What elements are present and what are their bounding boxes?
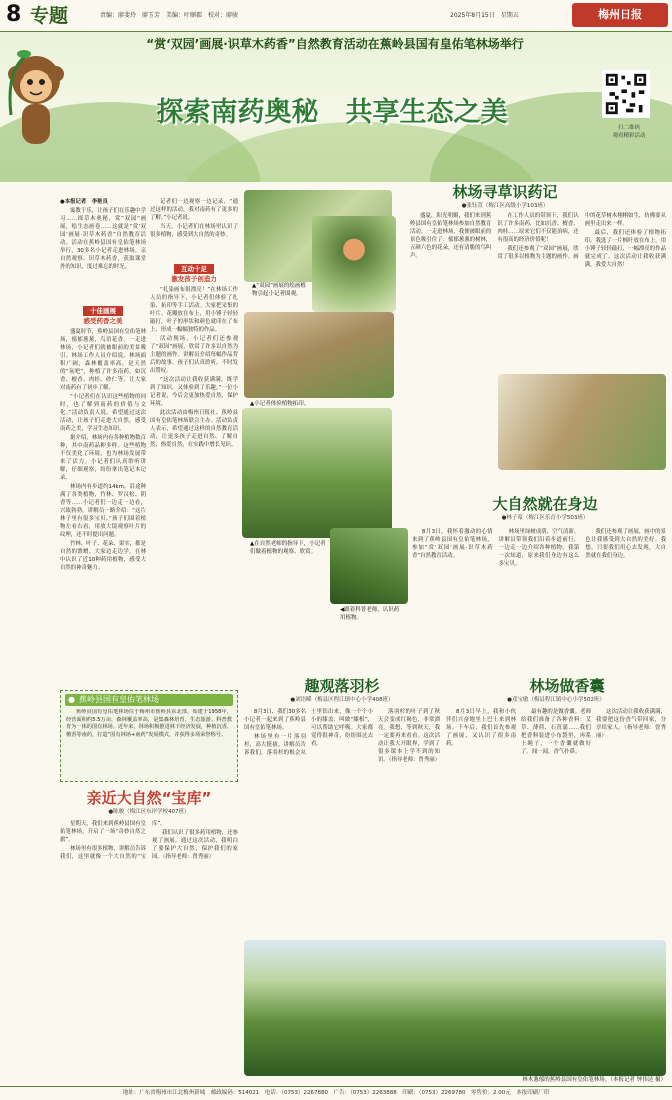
body-paragraph: “这次活动让我收获满满，既学到了知识，又体验到了乐趣。”一位小记者说，今后会更加热爱自然，保护环境。 [150, 377, 238, 407]
body-paragraph: 当天，小记者们在林场里认识了很多植物，感受到大自然的奇妙。 [150, 224, 238, 238]
body-paragraph: 8月3日，我们30多名小记者一起来到了蕉岭县国有皇佑笔林场。 [244, 709, 306, 731]
article-body [412, 528, 666, 672]
qr-code-icon[interactable] [602, 70, 650, 118]
body-paragraph: 林场里有一片落羽杉，高大挺拔。讲解员告诉我们，落羽杉的根会从土里钻出来，像一个个小小的膝盖，叫做“膝根”，可以帮助它呼吸。大家都觉得很神奇，纷纷围过去看。 [244, 709, 373, 756]
location-pin-icon: ● [68, 695, 75, 704]
article-title: 林场寻草识药记 [452, 183, 558, 201]
photo-nature-observation [242, 408, 392, 538]
body-paragraph: 记者们一边观察一边记录，“通过这样的活动，我对南药有了更多的了解。”小记者说。 [150, 199, 238, 221]
farm-badge [65, 694, 233, 706]
body-paragraph: 此次活动由梅州日报社、蕉岭县国有皇佑笔林场联合主办。活动负责人表示，希望通过这样的自然教育活动，让更多孩子走进自然、了解自然、热爱自然，在实践中增长见识。 [150, 410, 238, 448]
photo-forest-panorama [244, 940, 666, 1076]
farm-info-text: 蕉岭县国有皇佑笔林场位于梅州市蕉岭县东北部，始建于1958年，经营面积约5.5万亩，森林覆盖率高，是集森林培育、生态旅游、科普教育为一体的国有林场。近年来，林场积极推进林下经济发展，种植沉香、檀香等南药，打造“国有林场+南药”发展模式，并获得多项荣誉称号。 [66, 709, 233, 738]
banner-subtitle: “赏‘双园’画展·识草木药香”自然教育活动在蕉岭县国有皇佑笔林场举行 [146, 37, 524, 51]
article-title: 大自然就在身边 [492, 495, 598, 513]
lead-paragraph: 寓教于乐，让孩子们在乐趣中学习……探草木奥秘，赏“双园”画展，绘生态画卷……这就是“赏‘双园’画展·识草木药香”自然教育活动。活动在蕉岭县国有皇佑笔林场举行，30多名小记者走进林场，亲自然观察、识草木药香，获取课堂外的知识，度过难忘的时光。 [60, 208, 146, 270]
body-paragraph: 据介绍，林场内有各种植物数百种，其中南药品种多样。这些植物不仅美化了环境，也为林场发展带来了活力。小记者们认真聆听讲解，仔细观察，纷纷拿出笔记本记录。 [60, 435, 146, 481]
body-paragraph: 落羽杉的叶子到了秋天会变成红褐色，非常漂亮。我想，等到秋天，我一定要再来看看。这次活动让我大开眼界，学到了很多课本上学不到的知识。（指导老师：曾秀丽） [378, 709, 440, 763]
body-paragraph: 盛夏时节，蕉岭县国有皇佑笔林场，郁郁葱葱，鸟语花香。一走进林场，小记者们就被眼前的美景吸引。林场工作人员介绍说，林场面积广阔，森林覆盖率高，是天然的“氧吧”，种植了许多南药，如沉香、檀香、肉桂、砂仁等，让大家对南药有了初步了解。 [60, 329, 146, 391]
page-number: 8 [6, 2, 22, 27]
banner-main-title: 探索南药奥秘 共享生态之美 [156, 97, 508, 128]
page-header [0, 0, 672, 32]
monkey-mascot-icon [6, 40, 66, 160]
lead-body [60, 328, 146, 688]
subhead-label: 互动十足 [174, 264, 214, 274]
article-title: 亲近大自然“宝库” [86, 789, 212, 807]
photo-caption: ▲“双园”画展的绘画植物引起小记者围观。 [252, 283, 306, 297]
article-title: 林场做香囊 [529, 677, 605, 695]
body-paragraph: 林场里绿树成荫，空气清新。讲解员带领我们沿着步道前行，一边走一边介绍各种植物。我第一次知道，原来我们身边有这么多宝贝。 [498, 529, 580, 567]
body-paragraph: 这次活动让我收获满满，我要把这份香气带回家，分享给家人。（指导老师：曾秀丽） [596, 709, 666, 739]
qr-caption: 扫二维码 观看精彩活动 [612, 125, 646, 139]
lead-intro [60, 198, 146, 306]
article-author: ●邓宝敏（梅县程江镇中心小学502班） [507, 697, 605, 703]
issue-date: 2025年8月15日 星期五 [450, 12, 519, 19]
body-paragraph: 竹林、叶子、花朵、果实，都是自然的馈赠。大家边走边学，在林中认识了近10种药用植物，感受大自然的神奇魅力。 [60, 541, 146, 571]
newspaper-logo: 梅州日报 [572, 3, 668, 27]
lead-author: ●本报记者 李艳良 [60, 199, 108, 205]
photo-caption: ▲小记者体验植物拓印。 [250, 401, 310, 407]
body-paragraph: 我们还参观了画展，画中的景色让我感受到大自然的美好。我想，只要我们用心去发现，大自然就在我们身边。 [585, 529, 666, 559]
subhead-block [60, 306, 146, 326]
section-title: 专题 [30, 5, 69, 27]
article-author: ●刘语晞（梅县区程江镇中心小学408班） [290, 697, 394, 703]
column-2-text [150, 198, 238, 262]
body-paragraph: 在工作人员的带领下，我们认识了许多南药，比如沉香、檀香、肉桂……原来它们不仅能治病，还有很高的经济价值呢！ [497, 213, 579, 243]
farm-badge-label: 蕉岭县国有皇佑笔林场 [79, 695, 159, 704]
body-paragraph: 最后，我们还体验了植物拓印。我选了一片枫叶放在布上，用小锤子轻轻敲打，一幅漂亮的作品就完成了。这次活动让我收获满满，我爱大自然！ [584, 230, 666, 268]
photo-leaf-printing [244, 312, 394, 398]
body-paragraph: 8月3日早上，我和小伙伴们兴奋地坐上巴士来到林场。下车后，我们首先参观了画展，又认识了很多南药。 [446, 709, 516, 747]
body-paragraph: 最有趣的是做香囊。老师给我们准备了各种香料：艾草、薄荷、石菖蒲……我们把香料装进小布袋里，再系上绳子，一个香囊就做好了。闻一闻，香气扑鼻。 [521, 709, 591, 755]
photo-caption: ◀跟着科普老师，认识药用植物。 [340, 607, 400, 621]
photo-drawing-activity [498, 374, 666, 470]
article-body [244, 708, 440, 936]
photo-caption: 林木葱郁的蕉岭县国有皇佑笔林场。（本报记者 钟伟达 摄） [522, 1077, 666, 1083]
article-author: ●林子希（梅江区乐育小学503班） [501, 515, 589, 521]
body-paragraph: 盛夏，阳光明媚，我们来到蕉岭县国有皇佑笔林场参加自然教育活动。一走进林场，我便被眼前的景色吸引住了：郁郁葱葱的树林，五颜六色的花朵，还有清脆的鸟叫声。 [410, 213, 492, 259]
column-2-body [150, 286, 238, 688]
body-paragraph: “小记者们在认识这些植物的同时，也了解到南药的价值与文化。”活动负责人说，希望通过这次活动，让孩子们走进大自然，感受南药之美，学习生态知识。 [60, 394, 146, 432]
subhead-title: 感受药香之美 [83, 317, 123, 325]
body-paragraph: 我们认识了很多药用植物，还参观了画展。通过这次活动，我明白了要保护大自然，保护我们的家园。（指导老师：曾秀丽） [152, 830, 238, 860]
body-paragraph: 8月3日，我怀着激动的心情来到了蕉岭县国有皇佑笔林场，参加“赏‘双园’画展·识草木药香”自然教育活动。 [412, 529, 493, 559]
subhead-title: 激发孩子创造力 [171, 275, 217, 283]
photo-children-group [312, 216, 396, 312]
article-body [60, 820, 238, 1082]
body-paragraph: 林场内有步道约14km，沿途种满了各类植物，竹林、罗汉松、阴香等……小记者们一边走一边看，兴致勃勃。讲解员一路介绍：“这片林子里有很多宝贝。”孩子们围着植物左看右看，用放大镜观察叶片的纹理，还不时提出问题。 [60, 484, 146, 538]
subhead-block [150, 264, 238, 284]
article-title: 趣观落羽杉 [304, 677, 380, 695]
article-author: ●陈骏（梅江区东岸学校407班） [108, 809, 190, 815]
article-author: ●张钰萱（梅江区高级小学103班） [461, 203, 549, 209]
body-paragraph: 林场里有很多植物，讲解员告诉我们，这里就像一个大自然的“宝库”。 [60, 821, 166, 860]
photo-plant-teacher [330, 528, 408, 604]
subhead-label: 十佳画展 [83, 306, 123, 316]
body-paragraph: 活动现场，小记者们还参观了“双园”画展，欣赏了许多以自然为主题的画作。讲解员介绍每幅作品背后的故事，孩子们认真聆听，不时发出赞叹。 [150, 336, 238, 374]
body-paragraph: “扎染画布很漂亮！”在林场工作人员的指导下，小记者们体验了扎染、拓印等手工活动。大家把采集的叶片、花瓣放在布上，用小锤子轻轻敲打，叶子的形状和颜色就印在了布上，形成一幅幅独特的作品。 [150, 287, 238, 333]
body-paragraph: 星期天，我们来到蕉岭县国有皇佑笔林场，开启了一场“奇妙自然之旅”。 [60, 821, 146, 843]
staff-credits: 责编：廖斐玲 廖玉芳 美编：叶顺郡 校对：廖骏 [100, 12, 239, 19]
body-paragraph: 我们还参观了“双园”画展，欣赏了很多以植物为主题的画作。画中的花草树木栩栩如生，仿佛要从画里走出来一样。 [497, 213, 666, 260]
forest-farm-info-box [60, 690, 238, 782]
page-footer: 地址：广东省梅州市江北梅州新城 邮政编码：514021 电话：（0753）2267880 广告：（0753）2263888 印刷：（0753）2269780 零售价：2.00元 本报印刷厂印 [0, 1086, 672, 1100]
photo-caption: ▲在自然老师的指导下，小记者们做着植物的观察、欣赏。 [250, 541, 326, 555]
article-body [446, 708, 666, 936]
